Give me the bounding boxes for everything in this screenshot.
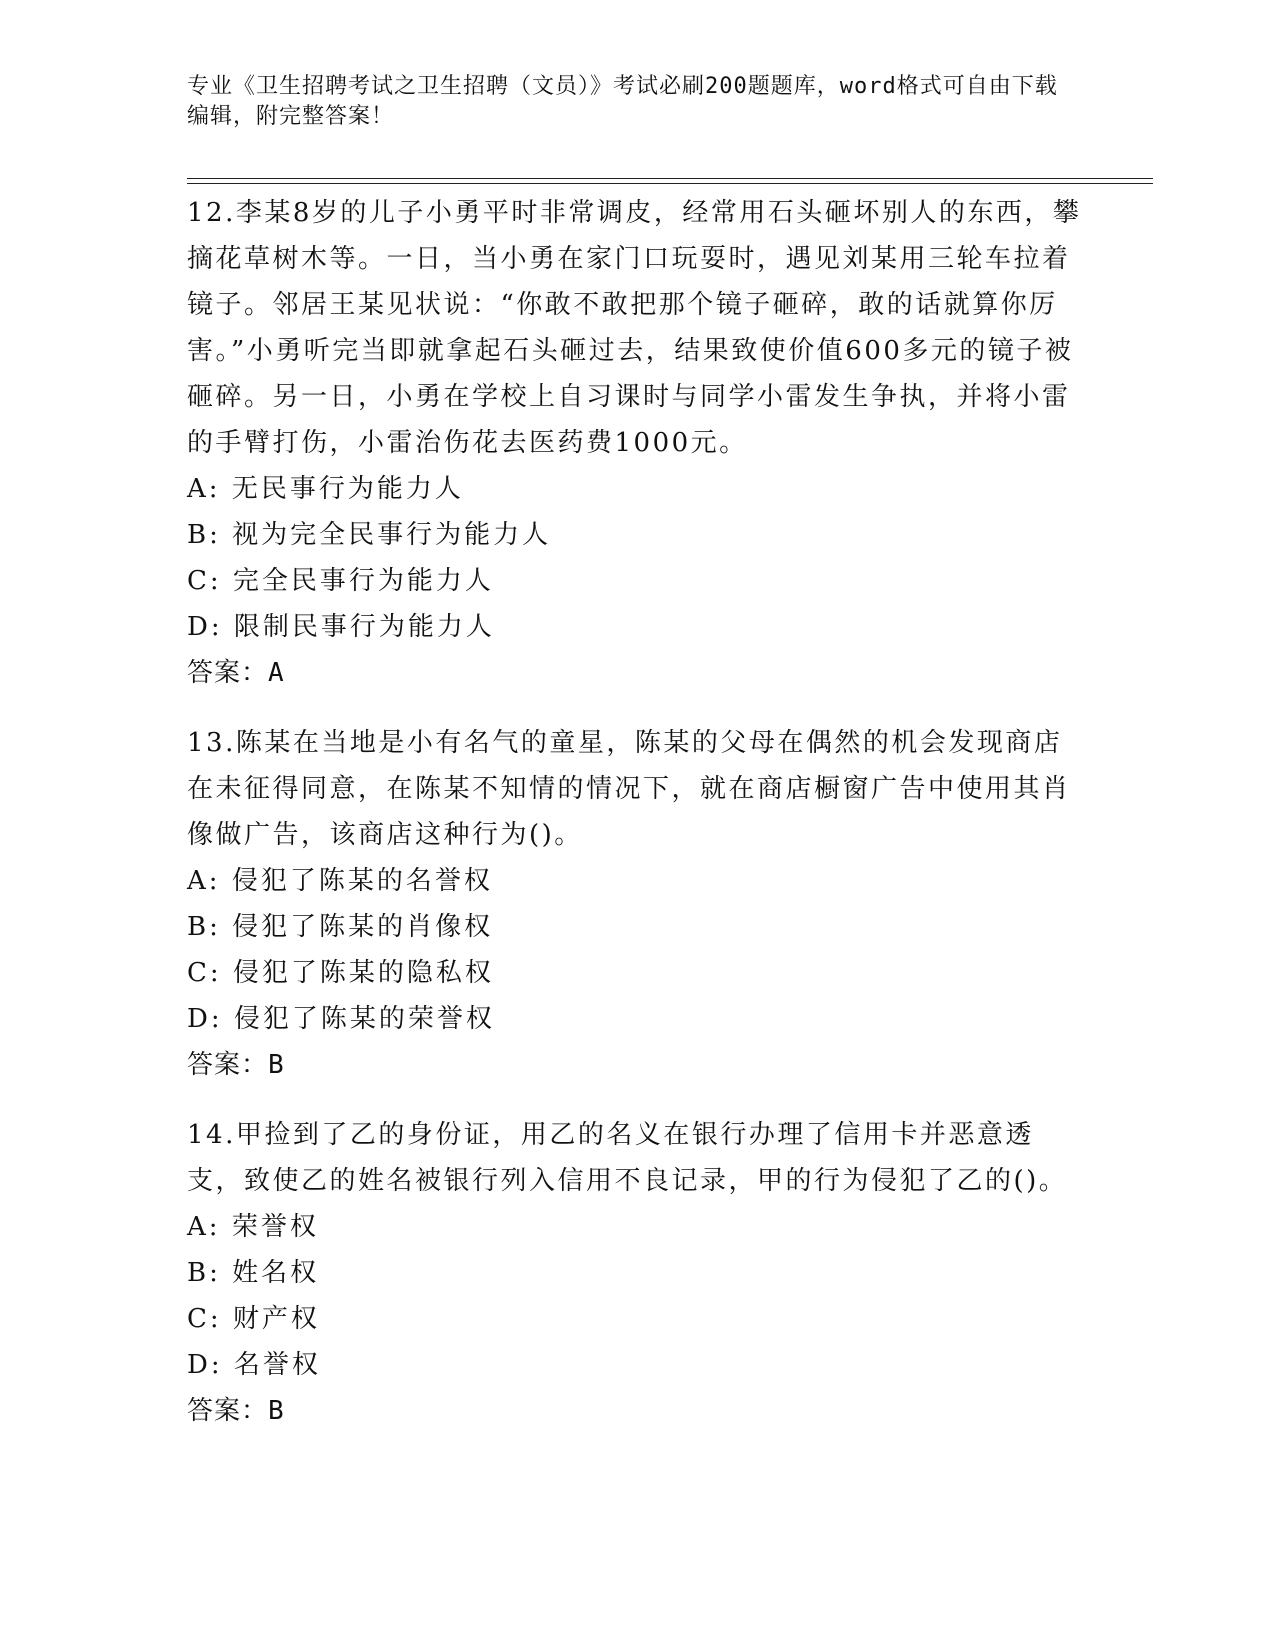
header-divider-bottom (187, 183, 1153, 184)
answer-line: 答案：A (187, 658, 285, 688)
option-text: 无民事行为能力人 (231, 474, 464, 504)
option-text: 侵犯了陈某的名誉权 (231, 866, 493, 896)
option-letter: B: (187, 912, 221, 942)
option-text: 侵犯了陈某的荣誉权 (233, 1004, 495, 1034)
option-b (187, 512, 1087, 558)
question-stem: 14.甲捡到了乙的身份证，用乙的名义在银行办理了信用卡并恶意透支，致使乙的姓名被银行列入信用不良记录，甲的行为侵犯了乙的()。 (187, 1120, 1068, 1196)
option-text: 视为完全民事行为能力人 (232, 520, 552, 550)
question-stem: 13.陈某在当地是小有名气的童星，陈某的父母在偶然的机会发现商店在未征得同意，在陈某不知情的情况下，就在商店橱窗广告中使用其肖像做广告，该商店这种行为()。 (187, 728, 1071, 850)
option-letter: D: (187, 612, 223, 642)
option-b (187, 1250, 1087, 1296)
question-14 (187, 1112, 1087, 1434)
option-text: 名誉权 (233, 1350, 321, 1380)
option-text: 姓名权 (232, 1258, 320, 1288)
option-a (187, 466, 1087, 512)
option-letter: A: (187, 1212, 221, 1242)
option-text: 完全民事行为能力人 (232, 566, 494, 596)
option-a (187, 858, 1087, 904)
option-text: 财产权 (232, 1304, 320, 1334)
question-12 (187, 190, 1087, 696)
question-stem: 12.李某8岁的儿子小勇平时非常调皮，经常用石头砸坏别人的东西，攀摘花草树木等。一日，当小勇在家门口玩耍时，遇见刘某用三轮车拉着镜子。邻居王某见状说：“你敢不敢把那个镜子砸碎，敢的话就算你厉害。”小勇听完当即就拿起石头砸过去，结果致使价值600多元的镜子被砸碎。另一日，小勇在学校上自习课时与同学小雷发生争执，并将小雷的手臂打伤，小雷治伤花去医药费1000元。 (187, 198, 1082, 458)
option-letter: C: (187, 566, 222, 596)
option-a (187, 1204, 1087, 1250)
option-letter: B: (187, 1258, 221, 1288)
option-letter: C: (187, 1304, 222, 1334)
option-letter: D: (187, 1350, 223, 1380)
answer-line: 答案：B (187, 1050, 285, 1080)
option-d (187, 1342, 1087, 1388)
option-letter: B: (187, 520, 221, 550)
option-letter: A: (187, 474, 221, 504)
option-letter: C: (187, 958, 222, 988)
header-title: 专业《卫生招聘考试之卫生招聘（文员）》考试必刷200题题库，word格式可自由下载编辑，附完整答案！ (187, 74, 1058, 129)
question-list (187, 190, 1087, 1458)
question-13 (187, 720, 1087, 1088)
option-text: 限制民事行为能力人 (233, 612, 495, 642)
option-d (187, 996, 1087, 1042)
option-d (187, 604, 1087, 650)
answer-line: 答案：B (187, 1396, 285, 1426)
option-text: 荣誉权 (231, 1212, 319, 1242)
option-c (187, 1296, 1087, 1342)
option-text: 侵犯了陈某的隐私权 (232, 958, 494, 988)
option-b (187, 904, 1087, 950)
option-text: 侵犯了陈某的肖像权 (232, 912, 494, 942)
option-c (187, 950, 1087, 996)
document-header (187, 72, 1067, 132)
header-divider-top (187, 178, 1153, 179)
option-c (187, 558, 1087, 604)
option-letter: D: (187, 1004, 223, 1034)
option-letter: A: (187, 866, 221, 896)
